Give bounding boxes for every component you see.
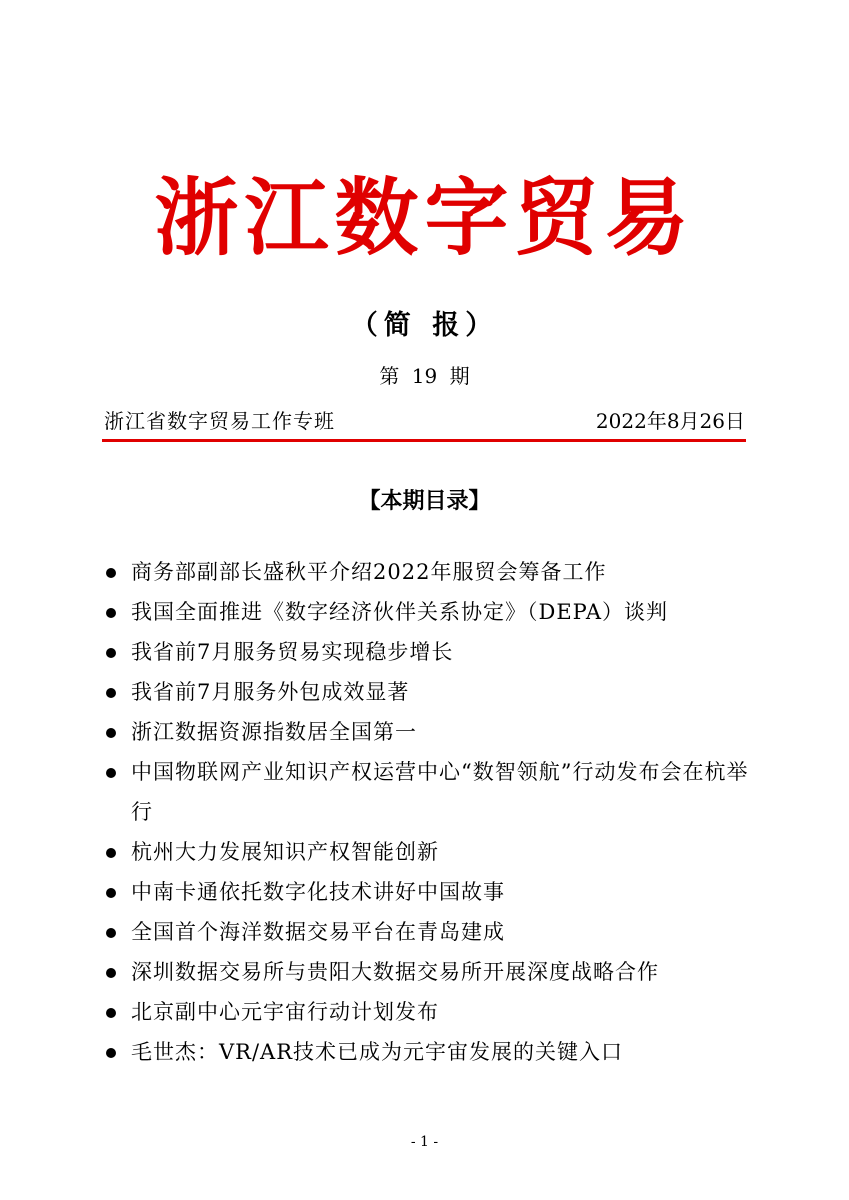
- red-divider: [102, 439, 746, 442]
- issuer-row: [104, 404, 745, 438]
- toc-item-text: 我省前7月服务外包成效显著: [131, 680, 410, 704]
- bullet-icon: [106, 928, 116, 938]
- toc-item: [102, 952, 752, 992]
- toc-item: [102, 752, 752, 832]
- masthead-title: 浙江数字贸易: [154, 168, 695, 267]
- bullet-icon: [106, 648, 116, 658]
- toc-item: [102, 712, 752, 752]
- toc-item-text: 深圳数据交易所与贵阳大数据交易所开展深度战略合作: [131, 960, 659, 984]
- toc-item-text: 浙江数据资源指数居全国第一: [131, 720, 417, 744]
- bullet-icon: [106, 888, 116, 898]
- toc-item-text: 中南卡通依托数字化技术讲好中国故事: [131, 880, 505, 904]
- toc-heading: 【本期目录】: [358, 489, 491, 514]
- toc-item: [102, 1032, 752, 1072]
- toc-item: [102, 672, 752, 712]
- bullet-icon: [106, 1008, 116, 1018]
- page-number: - 1 -: [410, 1134, 439, 1150]
- toc-item-text: 毛世杰：VR/AR技术已成为元宇宙发展的关键入口: [131, 1040, 624, 1064]
- bullet-icon: [106, 848, 116, 858]
- toc-item: [102, 552, 752, 592]
- toc-item-text: 杭州大力发展知识产权智能创新: [131, 840, 439, 864]
- issue-number: 第 19 期: [379, 364, 470, 388]
- bullet-icon: [106, 768, 116, 778]
- table-of-contents: [102, 552, 752, 1072]
- toc-item-text: 中国物联网产业知识产权运营中心“数智领航”行动发布会在杭举行: [131, 760, 749, 824]
- bullet-icon: [106, 1048, 116, 1058]
- toc-item-text: 北京副中心元宇宙行动计划发布: [131, 1000, 439, 1024]
- bullet-icon: [106, 568, 116, 578]
- toc-item-text: 全国首个海洋数据交易平台在青岛建成: [131, 920, 505, 944]
- toc-item: [102, 992, 752, 1032]
- toc-item: [102, 592, 752, 632]
- bullet-icon: [106, 968, 116, 978]
- bullet-icon: [106, 688, 116, 698]
- issuer-name: 浙江省数字贸易工作专班: [104, 409, 335, 433]
- issue-date: 2022年8月26日: [595, 409, 745, 433]
- toc-item: [102, 872, 752, 912]
- toc-item-text: 我国全面推进《数字经济伙伴关系协定》（DEPA）谈判: [131, 600, 669, 624]
- toc-item: [102, 832, 752, 872]
- toc-item-text: 我省前7月服务贸易实现稳步增长: [131, 640, 454, 664]
- toc-item-text: 商务部副部长盛秋平介绍2022年服贸会筹备工作: [131, 560, 607, 584]
- toc-item: [102, 632, 752, 672]
- bullet-icon: [106, 728, 116, 738]
- bullet-icon: [106, 608, 116, 618]
- document-subtitle: （简 报）: [350, 310, 499, 341]
- toc-item: [102, 912, 752, 952]
